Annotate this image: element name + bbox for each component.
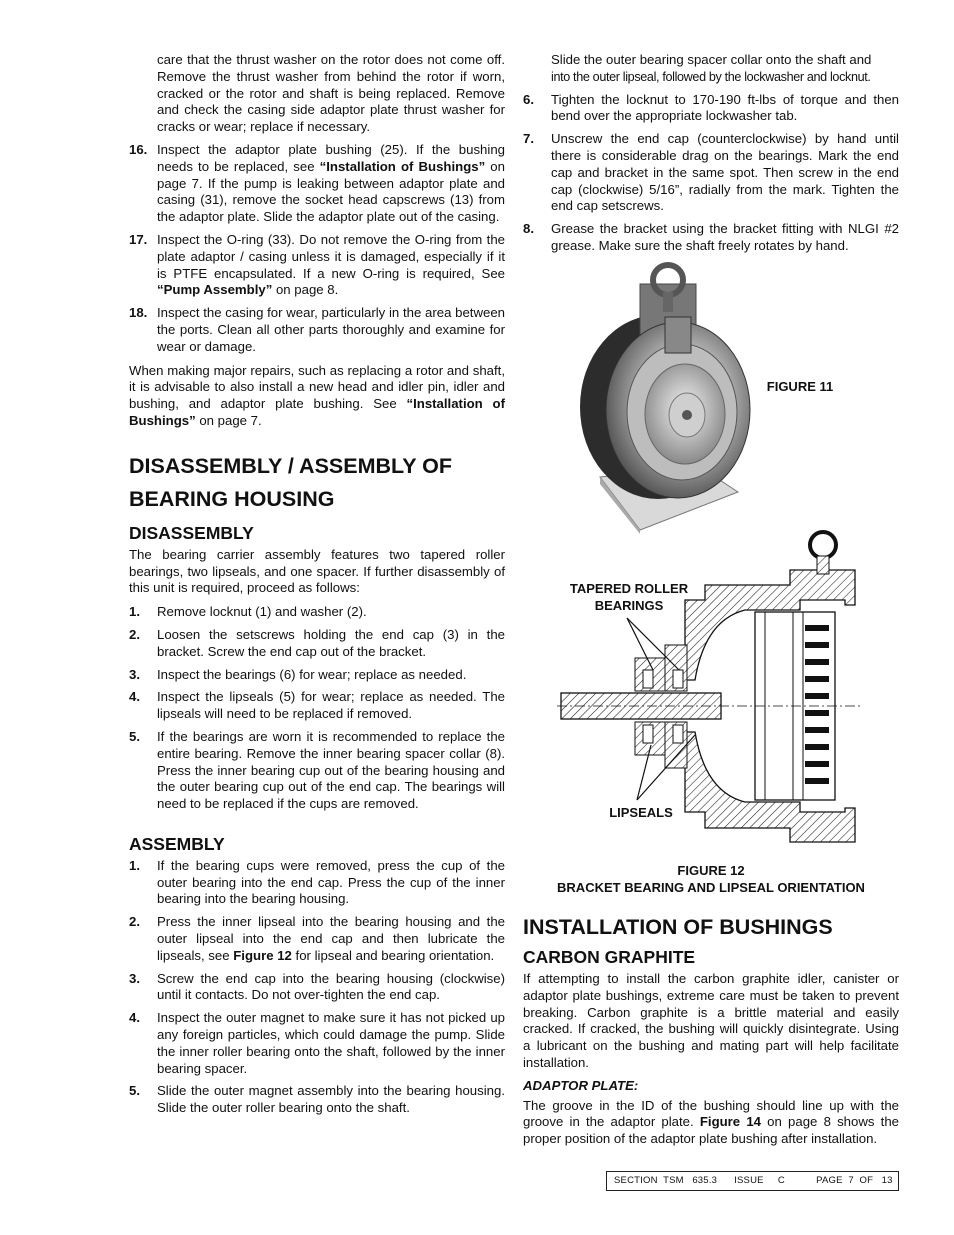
- left-column: [129, 52, 505, 1117]
- intro-continuation: care that the thrust washer on the rotor does not come off. Remove the thrust washer from behind the rotor if worn, cracked or the rotor and shaft is being replaced. Remove and check the casing side adaptor plate thrust washer for cracks or wear; replace if necessary.: [157, 52, 505, 135]
- list-item: 3. Screw the end cap into the bearing housing (clockwise) until it contacts. Do not over-tighten the end cap.: [129, 970, 505, 1003]
- continuation-line: into the outer lipseal, followed by the lockwasher and locknut.: [551, 69, 871, 84]
- figure-11-photo: [570, 262, 765, 534]
- figure-reference: Figure 14: [699, 1114, 761, 1130]
- subheading-carbon-graphite: CARBON GRAPHITE: [523, 947, 696, 967]
- cross-reference: “Installation of Bushings”: [319, 158, 486, 174]
- subheading-adaptor-plate: ADAPTOR PLATE:: [523, 1077, 639, 1093]
- subheading-assembly: ASSEMBLY: [129, 833, 225, 854]
- installation-section: [523, 911, 899, 1148]
- list-item: 3. Inspect the bearings (6) for wear; replace as needed.: [129, 666, 467, 682]
- major-repairs-paragraph: When making major repairs, such as replacing a rotor and shaft, it is advisable to also install a new head and idler pin, idler and bushing, and adaptor plate bushing. See “Installation of Bushings” on page 7.: [129, 362, 505, 428]
- list-item: 4. Inspect the outer magnet to make sure it has not picked up any foreign particles, which could damage the pump. Slide the inner roller bearing onto the shaft, followed by the inner bearing spacer.: [129, 1010, 505, 1076]
- list-item: 8. Grease the bracket using the bracket fitting with NLGI #2 grease. Make sure the shaft freely rotates by hand.: [523, 221, 899, 253]
- page-footer: SECTION TSM 635.3 ISSUE C PAGE 7 OF 13: [606, 1171, 899, 1191]
- list-item: 1. Remove locknut (1) and washer (2).: [129, 604, 367, 620]
- list-item: 18. Inspect the casing for wear, particularly in the area between the ports. Clean all other parts thoroughly and examine for wear or damage.: [129, 305, 505, 354]
- list-item: 7. Unscrew the end cap (counterclockwise) by hand until there is considerable drag on the bearings. Mark the end cap and bracket in the same spot. Then screw in the end cap (clockwise) 5/16”, radially from the mark. Tighten the end cap setscrews.: [523, 131, 899, 214]
- list-item: 5. Slide the outer magnet assembly into the bearing housing. Slide the outer roller bearing onto the shaft.: [129, 1083, 505, 1116]
- section-heading-installation: INSTALLATION OF BUSHINGS: [523, 915, 833, 939]
- cross-reference: “Pump Assembly”: [157, 282, 273, 298]
- adaptor-plate-paragraph: The groove in the ID of the bushing should line up with the groove in the adaptor plate. Figure 14 on page 8 shows the proper position of the adaptor plate bushing after installation.: [523, 1097, 899, 1147]
- figure-11-label: FIGURE 11: [766, 379, 834, 394]
- lipseals-label: LIPSEALS: [609, 805, 673, 820]
- right-column: [523, 52, 899, 255]
- list-item: 16. Inspect the adaptor plate bushing (25). If the bushing needs to be replaced, see “Installation of Bushings” on page 7. If the pump is leaking between adaptor plate and casing (31), remove the socket head capscrews (13) from the adaptor plate. Slide the adaptor plate out of the casing.: [129, 141, 505, 225]
- list-item: 4. Inspect the lipseals (5) for wear; replace as needed. The lipseals will need to be replaced if removed.: [129, 689, 505, 722]
- tapered-roller-bearings-label: TAPERED ROLLER BEARINGS: [569, 581, 689, 613]
- list-item: 2. Press the inner lipseal into the bearing housing and the outer lipseal into the end cap and then lubricate the lipseals, see Figure 12 for lipseal and bearing orientation.: [129, 914, 505, 963]
- list-item: 6. Tighten the locknut to 170-190 ft-lbs of torque and then bend over the appropriate lockwasher tab.: [523, 91, 899, 124]
- list-item: 2. Loosen the setscrews holding the end cap (3) in the bracket. Screw the end cap out of the bracket.: [129, 626, 505, 659]
- list-item: 5. If the bearings are worn it is recommended to replace the entire bearing. Remove the inner bearing spacer collar (8). Press the inner bearing cup out of the bearing housing and the outer bearing cup out of the end cap. The bearings will need to be replaced if the cups are removed.: [129, 728, 505, 812]
- subheading-disassembly: DISASSEMBLY: [129, 522, 254, 543]
- cross-reference: “Installation of Bushings”: [129, 396, 505, 428]
- section-heading-bearing-housing: DISASSEMBLY / ASSEMBLY OF BEARING HOUSING: [129, 453, 452, 511]
- figure-reference: Figure 12: [233, 947, 292, 963]
- disassembly-intro: The bearing carrier assembly features two tapered roller bearings, two lipseals, and one spacer. If further disassembly of this unit is required, proceed as follows:: [129, 546, 505, 596]
- list-item: 17. Inspect the O-ring (33). Do not remove the O-ring from the plate adaptor / casing unless it is damaged, especially if it is PTFE encapsulated. If a new O-ring is required, See “Pump Assembly” on page 8.: [129, 231, 505, 298]
- figure-12-caption: FIGURE 12 BRACKET BEARING AND LIPSEAL ORIENTATION: [557, 863, 865, 895]
- carbon-graphite-paragraph: If attempting to install the carbon graphite idler, canister or adaptor plate bushings, extreme care must be taken to prevent breaking. Carbon graphite is a brittle material and easily cracked. If cracked, the bushing will quickly disintegrate. Using a lubricant on the bushing and mating part will help facilitate installation.: [523, 971, 899, 1070]
- list-item: 1. If the bearing cups were removed, press the cup of the outer bearing into the end cap. Press the cup of the inner bearing into the bearing housing.: [129, 857, 505, 907]
- continuation-line: Slide the outer bearing spacer collar onto the shaft and: [551, 52, 872, 67]
